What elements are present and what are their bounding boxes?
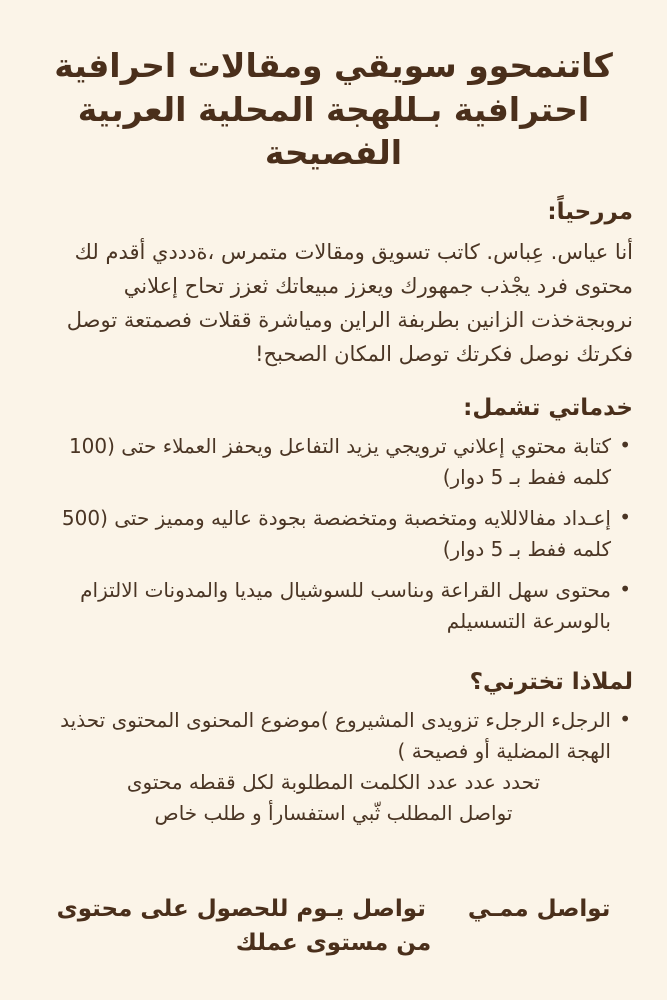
why-heading: لملاذا تخترني؟ — [469, 668, 633, 695]
cta-line-1-end: تواصل يـوم للحصول على محتوى — [56, 896, 426, 923]
intro-paragraph: أنا عياس. عِباس. كاتب تسويق ومقالات متمرس ،ةدددي أقدم لك محتوى فرد يجْذب جمهورك ويعزز مبيعاتك ثعزز تحاح إعلاني نروبجةخذت الزانين بطربفة الراين ومياشرة ققلات فصمتعة توصل فكرتك نوصل فكرتك توصل المكان الصحبح! — [66, 239, 633, 366]
list-item: تواصل المطلب ثّبي استفسارأ و طلب خاص — [154, 800, 513, 825]
services-heading: خدماتي تشمل: — [463, 394, 633, 421]
cta-line-1-start: تواصل ممـي — [467, 896, 611, 923]
greeting-text: مررحياً: — [547, 198, 633, 225]
call-to-action — [34, 893, 633, 960]
spacer — [34, 839, 633, 894]
list-item: • كتابة محتوي إعلاني ترويجي يزيد التفاعل ويحفز العملاء حتى (100 كلمه ففط بـ 5 دوار) — [34, 431, 633, 493]
cta-line-1 — [34, 893, 633, 926]
page-title: كاتنمحوو سويقي ومقالات احرافية احترافية بـللهجة المحلية العربية الفصيحة — [54, 46, 613, 173]
cta-line-2: من مستوى عملك — [235, 929, 432, 956]
list-item: تحدد عدد عدد الكلمت المطلوبة لكل ققطه محتوى — [126, 769, 541, 794]
list-item: • الرجلء الرجلء تزويدى المشيروع )موضوع المحنوى المحتوى تحذيد الهجة المضلية أو فصيحة ) — [34, 705, 633, 767]
services-list — [34, 431, 633, 647]
list-item: • إعـداد مفالاللايه ومتخصبة ومتخضصة بجودة عاليه ومميز حتى (500 كلمه ففط بـ 5 دوار) — [34, 503, 633, 565]
why-list — [34, 705, 633, 829]
list-item: • محتوى سهل القراعة وىناسب للسوشيال ميديا والمدونات الالتزام بالوسرعة التسسيلم — [34, 575, 633, 637]
